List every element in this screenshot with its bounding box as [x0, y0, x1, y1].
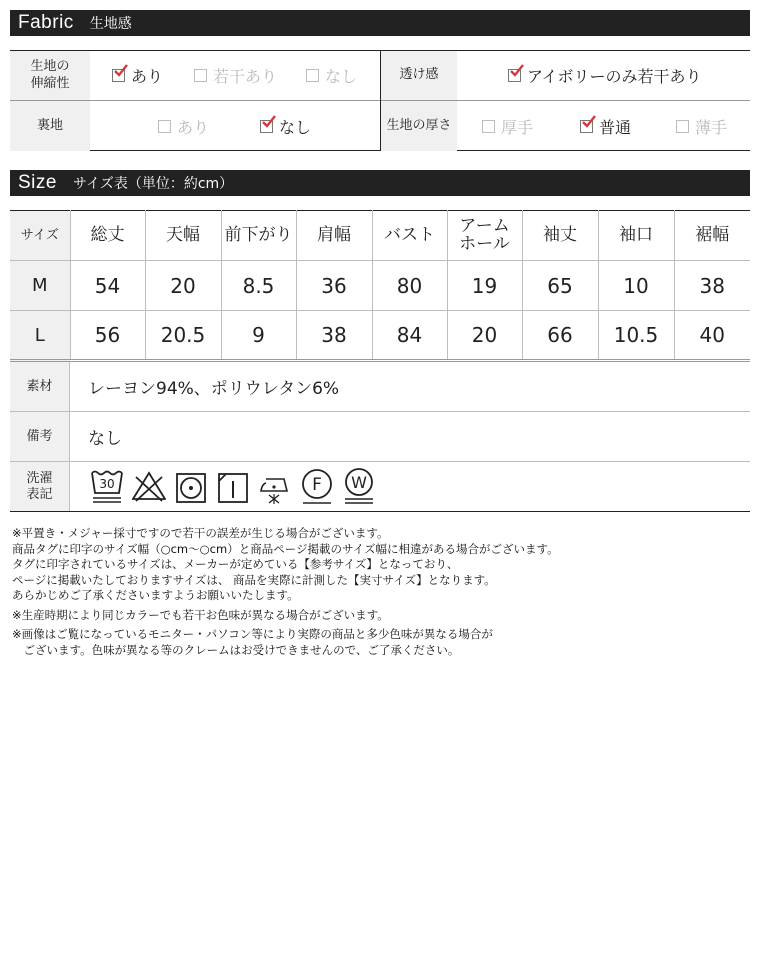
size-cell: 38 — [296, 311, 372, 361]
size-cell: 10.5 — [598, 311, 674, 361]
column-header-armhole: アーム ホール — [447, 211, 522, 261]
size-corner-cell: サイズ — [10, 211, 70, 261]
size-header-row — [10, 211, 750, 261]
material-label: 素材 — [10, 362, 70, 411]
checkbox-empty-icon — [482, 120, 495, 133]
iron-low-no-steam-icon — [258, 467, 292, 507]
size-cell: 10 — [598, 261, 674, 311]
fabric-divider — [380, 51, 381, 151]
remarks-label: 備考 — [10, 412, 70, 461]
remarks-value: なし — [88, 429, 122, 449]
fabric-subtitle: 生地感 — [89, 16, 132, 32]
fabric-header — [10, 10, 750, 36]
size-cell: 80 — [372, 261, 447, 311]
table-row — [10, 261, 750, 311]
size-cell: 54 — [70, 261, 145, 311]
stretch-option-none: なし — [306, 51, 357, 100]
wet-clean-w-icon — [342, 467, 376, 507]
info-table — [10, 362, 750, 512]
size-cell: 66 — [522, 311, 598, 361]
size-cell: 36 — [296, 261, 372, 311]
size-label: L — [10, 311, 70, 361]
lining-option-none: なし — [260, 101, 311, 151]
svg-text:F: F — [312, 475, 322, 495]
size-cell: 20.5 — [145, 311, 221, 361]
column-header: バスト — [372, 211, 447, 261]
size-cell: 40 — [674, 311, 750, 361]
column-header: 総丈 — [70, 211, 145, 261]
remarks-row — [10, 412, 750, 462]
size-title: Size — [18, 172, 57, 193]
size-table — [10, 210, 750, 362]
wash-30-gentle-icon — [90, 467, 124, 507]
note-line: ※生産時期により同じカラーでも若干お色味が異なる場合がございます。 — [12, 607, 389, 622]
note-line: 商品タグに印字のサイズ幅（○cm〜○cm）と商品ページ掲載のサイズ幅に相違がある場合がございます。 — [12, 541, 559, 556]
line-dry-shade-icon — [216, 467, 250, 507]
size-cell: 38 — [674, 261, 750, 311]
sheer-option-ivory: アイボリーのみ若干あり — [508, 51, 702, 100]
size-cell: 84 — [372, 311, 447, 361]
thickness-option-thin: 薄手 — [676, 101, 727, 151]
size-cell: 65 — [522, 261, 598, 311]
fabric-title: Fabric — [18, 12, 74, 33]
lining-label: 裏地 — [10, 101, 90, 151]
column-header: 肩幅 — [296, 211, 372, 261]
size-cell: 20 — [447, 311, 522, 361]
size-label: M — [10, 261, 70, 311]
column-header: 袖丈 — [522, 211, 598, 261]
note-line: ※画像はご覧になっているモニター・パソコン等により実際の商品と多少色味が異なる場合が — [12, 627, 493, 641]
column-header: 天幅 — [145, 211, 221, 261]
note-line: ページに掲載いたしておりますサイズは、 商品を実際に計測した【実寸サイズ】となります。 — [12, 572, 496, 587]
checkbox-checked-icon — [508, 69, 521, 82]
size-cell: 9 — [221, 311, 296, 361]
note-line: ございます。色味が異なる等のクレームはお受けできませんので、ご了承ください。 — [12, 642, 460, 657]
size-subtitle: サイズ表（単位：約cm） — [72, 176, 234, 192]
wash-label: 洗濯 表記 — [10, 462, 70, 511]
checkbox-checked-icon — [260, 120, 273, 133]
sheer-label: 透け感 — [381, 51, 457, 100]
note-line: タグに印字されているサイズは、メーカーが定めている【参考サイズ】となっており、 — [12, 557, 459, 571]
size-cell: 8.5 — [221, 261, 296, 311]
tumble-dry-icon — [174, 467, 208, 507]
no-bleach-icon — [132, 467, 166, 507]
thickness-option-normal: 普通 — [580, 101, 631, 151]
dry-clean-f-icon — [300, 467, 334, 507]
column-header: 裾幅 — [674, 211, 750, 261]
thickness-label: 生地の厚さ — [381, 101, 457, 151]
column-header: 袖口 — [598, 211, 674, 261]
material-row — [10, 362, 750, 412]
checkbox-empty-icon — [306, 69, 319, 82]
notes — [12, 526, 559, 658]
checkbox-checked-icon — [112, 69, 125, 82]
note-line: あらかじめご了承くださいますようお願いいたします。 — [12, 588, 299, 602]
column-header: 前下がり — [221, 211, 296, 261]
checkbox-empty-icon — [194, 69, 207, 82]
size-cell: 56 — [70, 311, 145, 361]
material-value: レーヨン94%、ポリウレタン6% — [88, 379, 340, 399]
thickness-option-thick: 厚手 — [482, 101, 533, 151]
stretch-option-yes: あり — [112, 51, 163, 100]
checkbox-empty-icon — [676, 120, 689, 133]
stretch-label: 生地の 伸縮性 — [10, 51, 90, 100]
size-cell: 20 — [145, 261, 221, 311]
size-header — [10, 170, 750, 196]
wash-row — [10, 462, 750, 512]
fabric-table — [10, 50, 750, 151]
table-row — [10, 311, 750, 361]
note-line: ※平置き・メジャー採寸ですので若干の誤差が生じる場合がございます。 — [12, 526, 389, 540]
lining-option-yes: あり — [158, 101, 209, 151]
svg-text:30: 30 — [99, 477, 115, 491]
stretch-option-slight: 若干あり — [194, 51, 277, 100]
checkbox-checked-icon — [580, 120, 593, 133]
wash-icons — [90, 467, 376, 507]
svg-text:W: W — [351, 473, 367, 492]
checkbox-empty-icon — [158, 120, 171, 133]
size-cell: 19 — [447, 261, 522, 311]
